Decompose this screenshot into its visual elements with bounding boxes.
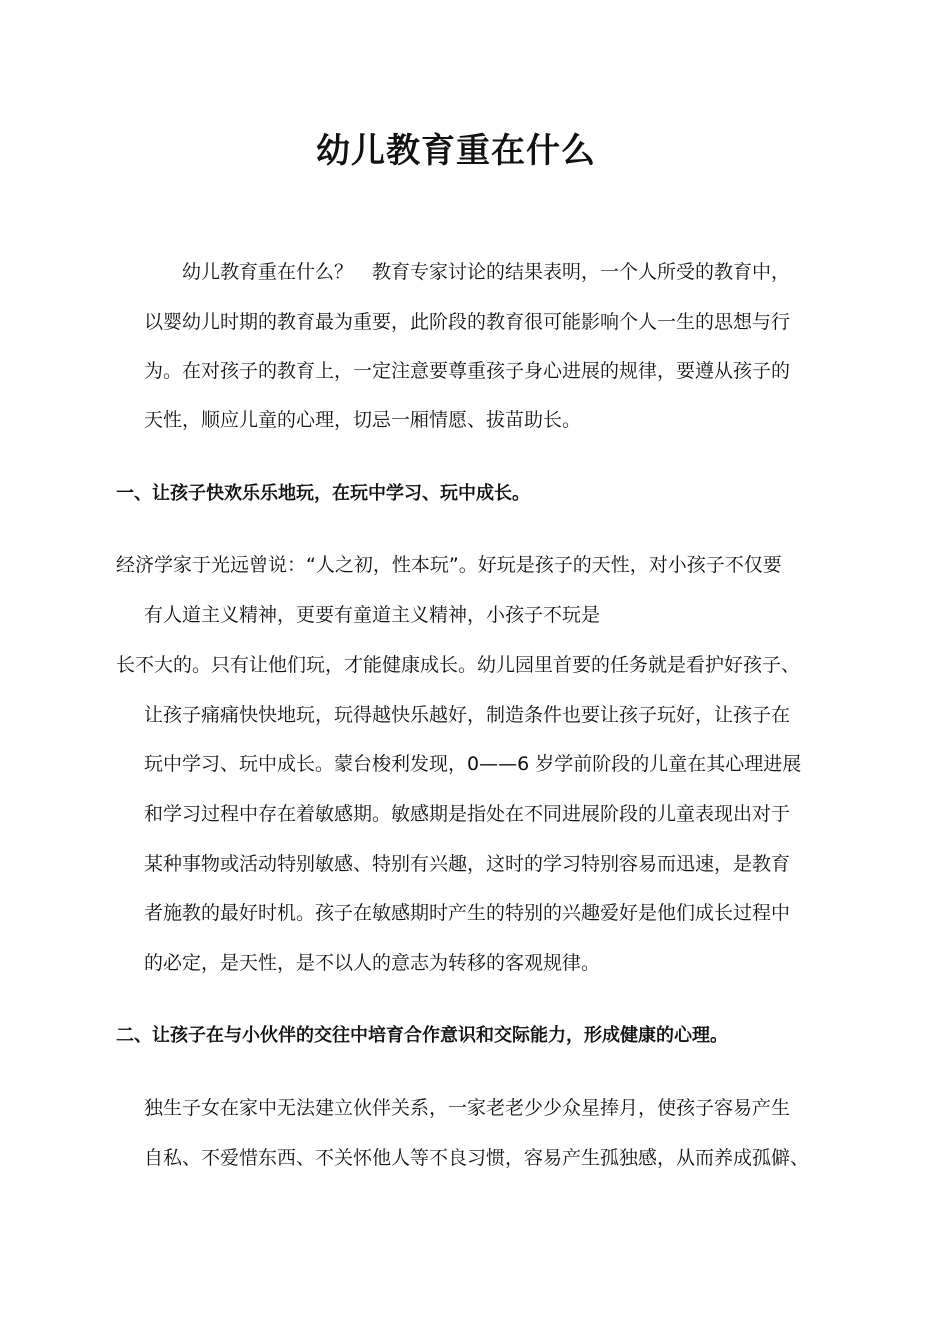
- section1-line-6: 和学习过程中存在着敏感期。敏感期是指处在不同进展阶段的儿童表现出对于: [144, 803, 791, 825]
- section1-line-7: 某种事物或活动特别敏感、特别有兴趣，这时的学习特别容易而迅速，是教育: [144, 853, 791, 875]
- section1-line-5: 玩中学习、玩中成长。蒙台梭利发现，0——6 岁学前阶段的儿童在其心理进展: [144, 753, 802, 775]
- section1-line-1: 经济学家于光远曾说：“人之初，性本玩”。好玩是孩子的天性，对小孩子不仅要: [116, 554, 782, 576]
- section1-line-4: 让孩子痛痛快快地玩，玩得越快乐越好，制造条件也要让孩子玩好，让孩子在: [144, 704, 791, 726]
- section1-line-3: 长不大的。只有让他们玩，才能健康成长。幼儿园里首要的任务就是看护好孩子、: [116, 654, 801, 676]
- section1-line-2: 有人道主义精神，更要有童道主义精神，小孩子不玩是: [144, 604, 601, 626]
- intro-line-4: 天性，顺应儿童的心理，切忌一厢情愿、拔苗助长。: [144, 409, 582, 431]
- document-title: 幼儿教育重在什么: [316, 131, 596, 171]
- section1-line-9: 的必定，是天性，是不以人的意志为转移的客观规律。: [144, 952, 601, 974]
- intro-line-1: 幼儿教育重在什么？ 教育专家讨论的结果表明，一个人所受的教育中，: [182, 261, 791, 283]
- section1-line-8: 者施教的最好时机。孩子在敏感期时产生的特别的兴趣爱好是他们成长过程中: [144, 902, 791, 924]
- section2-line-1: 独生子女在家中无法建立伙伴关系，一家老老少少众星捧月，使孩子容易产生: [144, 1097, 791, 1119]
- section-heading-2: 二、让孩子在与小伙伴的交往中培育合作意识和交际能力，形成健康的心理。: [116, 1025, 728, 1046]
- intro-line-2: 以婴幼儿时期的教育最为重要，此阶段的教育很可能影响个人一生的思想与行: [144, 311, 791, 333]
- section-heading-1: 一、让孩子快欢乐乐地玩，在玩中学习、玩中成长。: [116, 483, 530, 504]
- section2-line-2: 自私、不爱惜东西、不关怀他人等不良习惯，容易产生孤独感，从而养成孤僻、: [144, 1147, 810, 1169]
- intro-line-3: 为。在对孩子的教育上，一定注意要尊重孩子身心进展的规律，要遵从孩子的: [144, 360, 791, 382]
